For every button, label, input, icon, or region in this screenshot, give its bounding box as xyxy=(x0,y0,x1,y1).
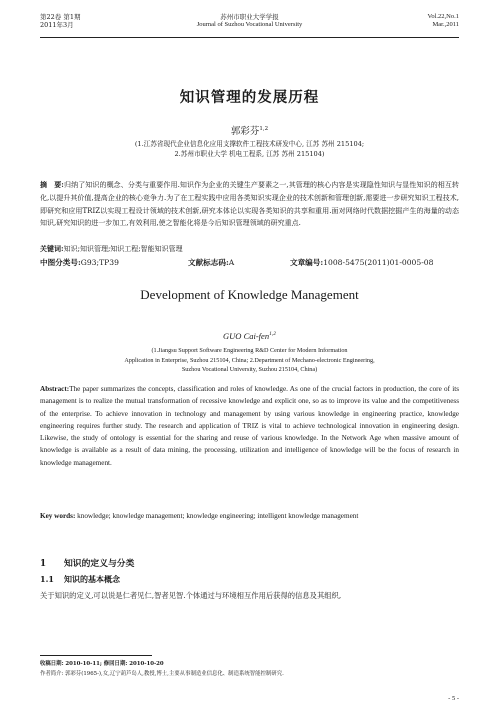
affiliation-en-line: (1.Jiangsu Support Software Engineering R&D Center for Modern Information xyxy=(151,347,348,354)
affiliation-cn-line: 2.苏州市职业大学 机电工程系, 江苏 苏州 215104) xyxy=(174,150,325,158)
footnote-received: 收稿日期: 2010-10-11; 修回日期: 2010-10-20 xyxy=(40,661,164,667)
body-paragraph: 关于知识的定义,可以说是仁者见仁,智者见智.个体通过与环境相互作用后获得的信息及其组织, xyxy=(40,591,342,600)
keywords-cn xyxy=(40,243,459,255)
header-journal-en: Journal of Suzhou Vocational University xyxy=(196,21,303,28)
art-label: 文章编号: xyxy=(290,258,324,267)
header-volume-en: Vol.22,No.1 xyxy=(427,13,459,20)
author-sup-cn: 1,2 xyxy=(259,125,269,132)
footnotes xyxy=(40,659,459,679)
article-number xyxy=(290,257,433,269)
doc-value: A xyxy=(228,258,235,267)
header-journal-cn: 苏州市职业大学学报 xyxy=(220,13,279,21)
clc-value: G93;TP39 xyxy=(80,258,119,267)
subsection-number: 1.1 xyxy=(40,574,54,584)
header-right xyxy=(428,13,459,29)
footnote-author-bio: 作者简介: 郭彩芬(1965-),女,辽宁葫芦岛人,教授,博士,主要从事制造业信息化、制造系统智能控制研究. xyxy=(40,671,284,677)
section-number: 1 xyxy=(40,559,47,569)
keywords-cn-text: 知识;知识管理;知识工程;智能知识管理 xyxy=(63,245,183,253)
header-rule xyxy=(40,37,459,38)
abstract-en xyxy=(40,383,459,469)
document-code xyxy=(188,257,234,269)
author-en xyxy=(0,331,499,341)
header-date-en: Mar.,2011 xyxy=(432,21,459,28)
footnote-rule xyxy=(40,655,152,656)
art-value: 1008-5475(2011)01-0005-08 xyxy=(323,258,434,267)
paper-title-en: Development of Knowledge Management xyxy=(140,287,359,302)
abstract-en-text: The paper summarizes the concepts, classification and roles of knowledge. As one of the crucial factors in production, the core of its management is to realize the mutual transformation of recessive knowledge and explicit one, so as to improve its value and the competitiveness of the enterprise. To achieve innovation in technology and management by using various knowledge in engineering practice, knowledge engineering requires further study. The research and application of TRIZ is vital to achieve technological innovation in engineering design. Likewise, the study of ontology is essential for the sharing and reuse of various knowledge. In the Network Age when massive amount of knowledge is available as a result of data mining, the processing, utilization and intelligence of knowledge will be the focus of research in knowledge management. xyxy=(40,385,459,467)
abstract-en-label: Abstract: xyxy=(40,385,70,393)
author-name-cn: 郭彩芬 xyxy=(230,126,260,137)
section-title: 知识的定义与分类 xyxy=(64,559,135,569)
clc-label: 中图分类号: xyxy=(40,258,81,267)
author-sup-en: 1,2 xyxy=(269,331,276,338)
keywords-en xyxy=(40,510,459,522)
keywords-en-text: knowledge; knowledge management; knowledge engineering; intelligent knowledge management xyxy=(77,512,359,520)
section-heading-1 xyxy=(40,556,134,569)
abstract-cn-label: 摘 要: xyxy=(40,180,64,189)
author-name-en: GUO Cai-fen xyxy=(223,331,270,341)
clc-number xyxy=(40,257,119,269)
doc-label: 文献标志码: xyxy=(188,258,229,267)
running-header xyxy=(40,13,459,43)
header-date-cn: 2011年3月 xyxy=(40,21,74,29)
keywords-cn-label: 关键词: xyxy=(40,244,64,253)
header-center xyxy=(40,13,459,29)
affiliation-en-line: Application in Enterprise, Suzhou 215104, China; 2.Department of Mechano-electronic Engineering, xyxy=(124,356,375,364)
paper-title-cn: 知识管理的发展历程 xyxy=(179,89,320,106)
affiliation-en xyxy=(0,346,499,375)
page-number: - 5 - xyxy=(448,695,459,702)
section-heading-1-1 xyxy=(40,574,120,585)
affiliation-en-line: Suzhou Vocational University, Suzhou 215104, China) xyxy=(181,366,318,373)
author-cn xyxy=(0,123,499,137)
abstract-cn xyxy=(40,179,459,230)
affiliation-cn-line: (1.江苏省现代企业信息化应用支撑软件工程技术研发中心, 江苏 苏州 215104; xyxy=(134,140,365,148)
header-volume-cn: 第22卷 第1期 xyxy=(40,13,81,21)
affiliation-cn xyxy=(0,139,499,159)
abstract-cn-text: 归纳了知识的概念、分类与重要作用.知识作为企业的关键生产要素之一,其管理的核心内容是实现隐性知识与显性知识的相互转化,以提升其价值,提高企业的核心竞争力.为了在工程实践中应用各类知识实现企业的技术创新和管理创新,需要进一步研究知识工程技术,即研究和应用TRIZ以实现工程设计领域的技术创新,研究本体论以实现各类知识的共享和重用.面对网络时代数据挖掘产生的海量的动态知识,研究知识的进一步加工,有效利用,使之智能化将是今后知识管理领域的研究重点. xyxy=(40,181,459,228)
subsection-title: 知识的基本概念 xyxy=(64,574,120,584)
keywords-en-label: Key words: xyxy=(40,512,76,520)
